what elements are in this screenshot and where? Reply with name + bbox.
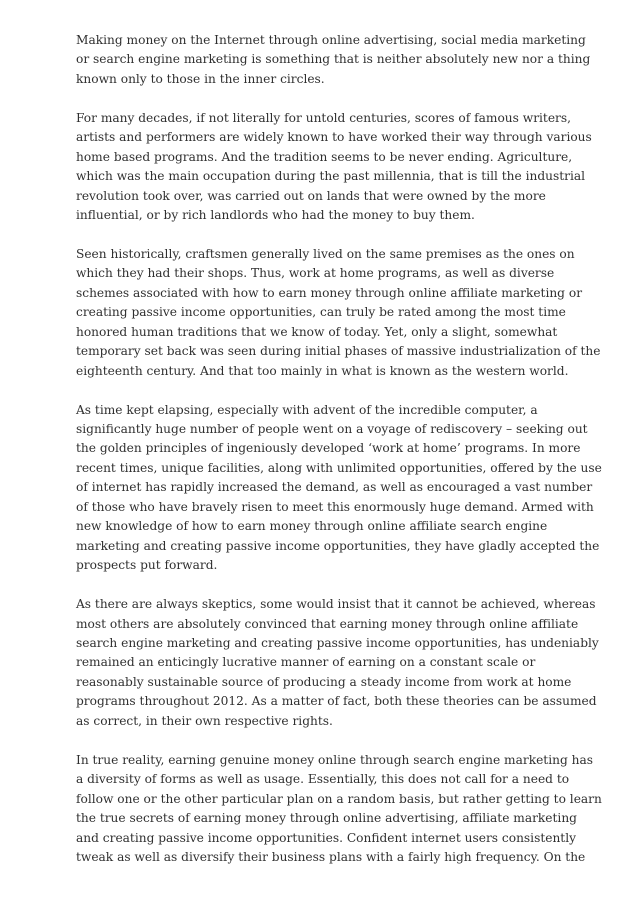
text-line: the true secrets of earning money through online advertising, affiliate marketing <box>76 811 577 826</box>
text-line: prospects put forward. <box>76 558 218 573</box>
text-line: As there are always skeptics, some would insist that it cannot be achieved, whereas <box>76 597 596 612</box>
text-line: remained an enticingly lucrative manner of earning on a constant scale or <box>76 655 536 670</box>
text-line: reasonably sustainable source of producing a steady income from work at home <box>76 674 572 689</box>
text-line: marketing and creating passive income opportunities, they have gladly accepted the <box>76 538 600 553</box>
text-line: follow one or the other particular plan on a random basis, but rather getting to learn <box>76 791 602 806</box>
text-line: tweak as well as diversify their business plans with a fairly high frequency. On the <box>76 849 586 864</box>
text-line: most others are absolutely convinced that earning money through online affiliate <box>76 616 579 631</box>
text-line: influential, or by rich landlords who had the money to buy them. <box>76 208 475 223</box>
paragraph-3 <box>76 245 601 381</box>
text-line: home based programs. And the tradition seems to be never ending. Agriculture, <box>76 149 573 164</box>
text-line: new knowledge of how to earn money through online affiliate search engine <box>76 519 548 534</box>
paragraph-5 <box>76 595 599 731</box>
text-line: or search engine marketing is something that is neither absolutely new nor a thing <box>76 52 591 67</box>
text-line: which was the main occupation during the past millennia, that is till the industrial <box>76 169 586 184</box>
text-line: recent times, unique facilities, along with unlimited opportunities, offered by the use <box>76 460 602 475</box>
text-line: a diversity of forms as well as usage. Essentially, this does not call for a need to <box>76 772 570 787</box>
document-page <box>76 31 602 887</box>
paragraph-2 <box>76 109 592 226</box>
text-line: creating passive income opportunities, can truly be rated among the most time <box>76 305 566 320</box>
text-line: In true reality, earning genuine money online through search engine marketing has <box>76 752 593 767</box>
text-line: temporary set back was seen during initial phases of massive industrialization of the <box>76 344 601 359</box>
paragraph-4 <box>76 401 602 576</box>
text-line: honored human traditions that we know of today. Yet, only a slight, somewhat <box>76 324 558 339</box>
text-line: the golden principles of ingeniously developed ‘work at home’ programs. In more <box>76 441 581 456</box>
text-line: of internet has rapidly increased the demand, as well as encouraged a vast number <box>76 480 593 495</box>
text-line: Making money on the Internet through online advertising, social media marketing <box>76 33 586 47</box>
text-line: search engine marketing and creating passive income opportunities, has undeniably <box>76 635 599 650</box>
text-line: significantly huge number of people went on a voyage of rediscovery – seeking out <box>76 422 588 437</box>
text-line: known only to those in the inner circles. <box>76 71 325 86</box>
text-line: eighteenth century. And that too mainly in what is known as the western world. <box>76 363 569 378</box>
text-line: and creating passive income opportunities. Confident internet users consistently <box>76 830 576 845</box>
paragraph-6 <box>76 751 602 868</box>
text-line: For many decades, if not literally for untold centuries, scores of famous writers, <box>76 110 571 125</box>
text-line: As time kept elapsing, especially with advent of the incredible computer, a <box>76 402 538 417</box>
text-line: Seen historically, craftsmen generally lived on the same premises as the ones on <box>76 246 575 261</box>
text-line: of those who have bravely risen to meet this enormously huge demand. Armed with <box>76 499 594 514</box>
paragraph-1 <box>76 31 591 89</box>
text-line: as correct, in their own respective rights. <box>76 713 333 728</box>
text-line: schemes associated with how to earn money through online affiliate marketing or <box>76 285 583 300</box>
text-line: programs throughout 2012. As a matter of fact, both these theories can be assumed <box>76 694 597 709</box>
text-line: artists and performers are widely known to have worked their way through various <box>76 130 592 145</box>
text-line: which they had their shops. Thus, work at home programs, as well as diverse <box>76 266 555 281</box>
text-line: revolution took over, was carried out on lands that were owned by the more <box>76 188 546 203</box>
